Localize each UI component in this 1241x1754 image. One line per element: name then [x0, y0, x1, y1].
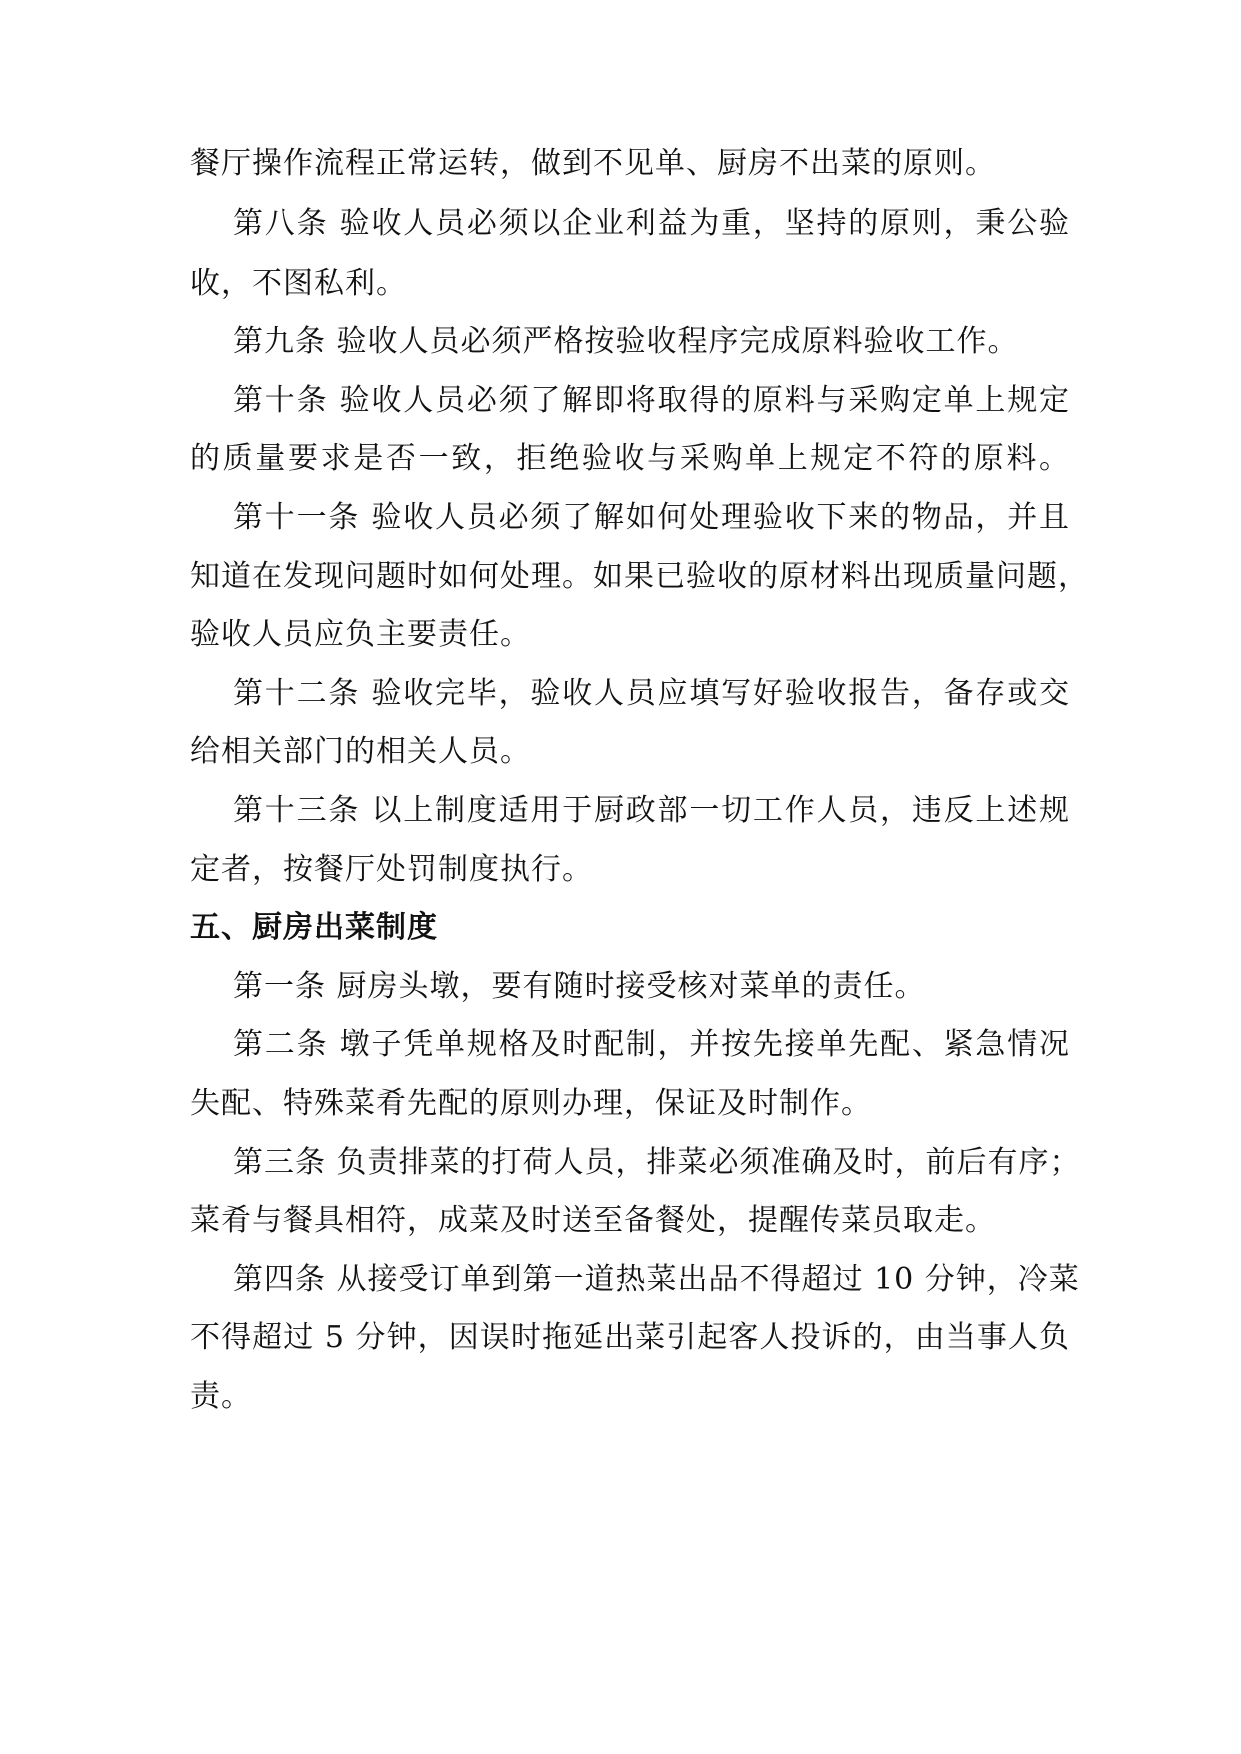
section-heading: 五、厨房出菜制度 — [190, 910, 438, 945]
serving-article-4-line-1: 第四条 从接受订单到第一道热菜出品不得超过 10 分钟，冷菜 — [233, 1262, 1080, 1297]
article-10-line-2: 的质量要求是否一致，拒绝验收与采购单上规定不符的原料。 — [190, 441, 1070, 476]
article-8-line-1: 第八条 验收人员必须以企业利益为重，坚持的原则，秉公验 — [233, 206, 1070, 241]
article-11-line-2: 知道在发现问题时如何处理。如果已验收的原材料出现质量问题， — [190, 559, 1089, 594]
serving-article-4-line-2: 不得超过 5 分钟，因误时拖延出菜引起客人投诉的，由当事人负 — [190, 1320, 1070, 1355]
serving-article-4-line-3: 责。 — [190, 1379, 252, 1414]
article-11-line-3: 验收人员应负主要责任。 — [190, 617, 531, 652]
article-11-line-1: 第十一条 验收人员必须了解如何处理验收下来的物品，并且 — [233, 500, 1070, 535]
article-13-line-1: 第十三条 以上制度适用于厨政部一切工作人员，违反上述规 — [233, 793, 1070, 828]
article-12-line-1: 第十二条 验收完毕，验收人员应填写好验收报告，备存或交 — [233, 676, 1070, 711]
article-13-line-2: 定者，按餐厅处罚制度执行。 — [190, 852, 593, 887]
article-8-line-2: 收，不图私利。 — [190, 266, 407, 301]
serving-article-2-line-1: 第二条 墩子凭单规格及时配制，并按先接单先配、紧急情况 — [233, 1027, 1070, 1062]
serving-article-3-line-1: 第三条 负责排菜的打荷人员，排菜必须准确及时，前后有序； — [233, 1145, 1081, 1180]
serving-article-1: 第一条 厨房头墩，要有随时接受核对菜单的责任。 — [233, 969, 926, 1004]
serving-article-2-line-2: 失配、特殊菜肴先配的原则办理，保证及时制作。 — [190, 1086, 872, 1121]
serving-article-3-line-2: 菜肴与餐具相符，成菜及时送至备餐处，提醒传菜员取走。 — [190, 1203, 996, 1238]
text-line: 餐厅操作流程正常运转，做到不见单、厨房不出菜的原则。 — [190, 146, 996, 181]
article-12-line-2: 给相关部门的相关人员。 — [190, 734, 531, 769]
article-10-line-1: 第十条 验收人员必须了解即将取得的原料与采购定单上规定 — [233, 383, 1070, 418]
article-9: 第九条 验收人员必须严格按验收程序完成原料验收工作。 — [233, 324, 1019, 359]
